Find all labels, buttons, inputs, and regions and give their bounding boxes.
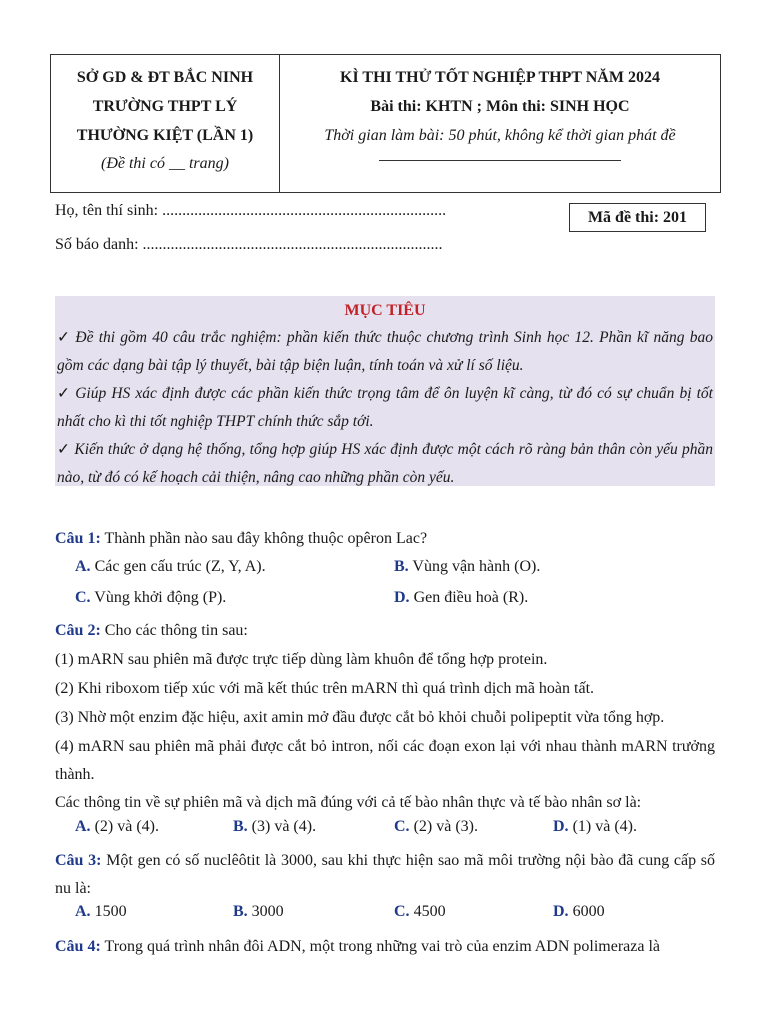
check-icon: ✓ <box>57 385 72 402</box>
school-name-line2: THƯỜNG KIỆT (LẦN 1) <box>76 127 254 144</box>
option-text: 3000 <box>247 903 284 920</box>
option-label: C. <box>394 903 410 920</box>
objective-item <box>57 436 713 492</box>
q3-option-a <box>75 903 127 921</box>
header-school-block <box>51 55 280 192</box>
question-4 <box>55 933 715 961</box>
option-label: A. <box>75 903 91 920</box>
question-label: Câu 4: <box>55 938 101 955</box>
question-text: Thành phần nào sau đây không thuộc opêron Lac? <box>100 530 428 547</box>
q3-option-d <box>553 903 605 921</box>
q2-statement-2: (2) Khi riboxom tiếp xúc với mã kết thúc trên mARN thì quá trình dịch mã hoàn tất. <box>55 680 595 697</box>
question-2 <box>55 617 715 645</box>
option-text: 4500 <box>409 903 446 920</box>
exam-time: Thời gian làm bài: 50 phút, không kể thời gian phát đề <box>324 127 676 144</box>
q1-option-a <box>75 558 266 576</box>
option-text: (3) và (4). <box>247 818 317 835</box>
objective-title: MỤC TIÊU <box>344 302 426 319</box>
q2-option-b <box>233 818 316 836</box>
q1-option-b <box>394 558 540 576</box>
q2-statement-3: (3) Nhờ một enzim đặc hiệu, axit amin mở đầu được cắt bỏ khỏi chuỗi polipeptit vừa tổng hợp. <box>55 709 665 726</box>
school-name-line1: TRƯỜNG THPT LÝ <box>92 98 238 115</box>
question-text: Một gen có số nuclêôtit là 3000, sau khi thực hiện sao mã môi trường nội bào đã cung cấp số nu là: <box>55 852 716 897</box>
q2-statement-4: (4) mARN sau phiên mã phải được cắt bỏ intron, nối các đoạn exon lại với nhau thành mARN trưởng thành. <box>55 738 715 783</box>
objective-item-text: Kiến thức ở dạng hệ thống, tổng hợp giúp HS xác định được một cách rõ ràng bản thân còn yếu phần nào, từ đó có kế hoạch cải thiện, nâng cao những phần còn yếu. <box>57 441 713 486</box>
q3-option-c <box>394 903 446 921</box>
option-text: Gen điều hoà (R). <box>409 589 529 606</box>
option-label: C. <box>394 818 410 835</box>
option-label: A. <box>75 558 91 575</box>
option-text: (2) và (4). <box>90 818 159 835</box>
q1-option-d <box>394 589 528 607</box>
objective-item-text: Đề thi gồm 40 câu trắc nghiệm: phần kiến thức thuộc chương trình Sinh học 12. Phần kĩ năng bao gồm các dạng bài tập lý thuyết, bài tập biện luận, tính toán và xử lí số liệu. <box>57 329 713 374</box>
header-exam-block <box>280 55 720 192</box>
exam-code-box: Mã đề thi: 201 <box>569 203 706 232</box>
option-text: (2) và (3). <box>409 818 478 835</box>
option-label: B. <box>233 903 248 920</box>
objective-box <box>55 296 715 486</box>
pages-note: (Đề thi có __ trang) <box>101 155 229 172</box>
exam-title: KÌ THI THỬ TỐT NGHIỆP THPT NĂM 2024 <box>340 69 660 86</box>
question-3 <box>55 847 715 903</box>
option-text: (1) và (4). <box>568 818 637 835</box>
question-label: Câu 3: <box>55 852 102 869</box>
q2-option-d <box>553 818 637 836</box>
q3-option-b <box>233 903 284 921</box>
question-1 <box>55 525 715 553</box>
question-text: Cho các thông tin sau: <box>100 622 248 639</box>
option-label: B. <box>233 818 248 835</box>
q2-statement-1: (1) mARN sau phiên mã được trực tiếp dùng làm khuôn để tổng hợp protein. <box>55 651 548 668</box>
option-label: D. <box>553 818 569 835</box>
candidate-name-field: Họ, tên thí sinh: ....................................................................... <box>55 202 447 219</box>
q2-stem: Các thông tin về sự phiên mã và dịch mã đúng với cả tế bào nhân thực và tế bào nhân sơ là: <box>55 794 642 811</box>
option-text: Vùng vận hành (O). <box>408 558 541 575</box>
q2-option-a <box>75 818 159 836</box>
option-text: 1500 <box>90 903 127 920</box>
option-label: C. <box>75 589 91 606</box>
option-label: B. <box>394 558 409 575</box>
check-icon: ✓ <box>57 441 71 458</box>
check-icon: ✓ <box>57 329 72 346</box>
candidate-id-field: Số báo danh: ........................................................................... <box>55 236 443 253</box>
exam-header <box>50 54 721 193</box>
department-name: SỞ GD & ĐT BẮC NINH <box>76 69 254 86</box>
option-label: D. <box>394 589 410 606</box>
option-text: 6000 <box>568 903 605 920</box>
objective-item-text: Giúp HS xác định được các phần kiến thức trọng tâm để ôn luyện kĩ càng, từ đó có sự chuẩn bị tốt nhất cho kì thi tốt nghiệp THPT chính thức sắp tới. <box>57 385 713 430</box>
header-divider <box>379 160 621 161</box>
option-text: Vùng khởi động (P). <box>90 589 227 606</box>
question-label: Câu 2: <box>55 622 101 639</box>
option-label: A. <box>75 818 91 835</box>
q2-option-c <box>394 818 478 836</box>
objective-item <box>57 380 713 436</box>
objective-item <box>57 324 713 380</box>
q1-option-c <box>75 589 226 607</box>
question-label: Câu 1: <box>55 530 101 547</box>
question-text: Trong quá trình nhân đôi ADN, một trong những vai trò của enzim ADN polimeraza là <box>100 938 661 955</box>
exam-subject: Bài thi: KHTN ; Môn thi: SINH HỌC <box>370 98 630 115</box>
option-text: Các gen cấu trúc (Z, Y, A). <box>90 558 266 575</box>
option-label: D. <box>553 903 569 920</box>
